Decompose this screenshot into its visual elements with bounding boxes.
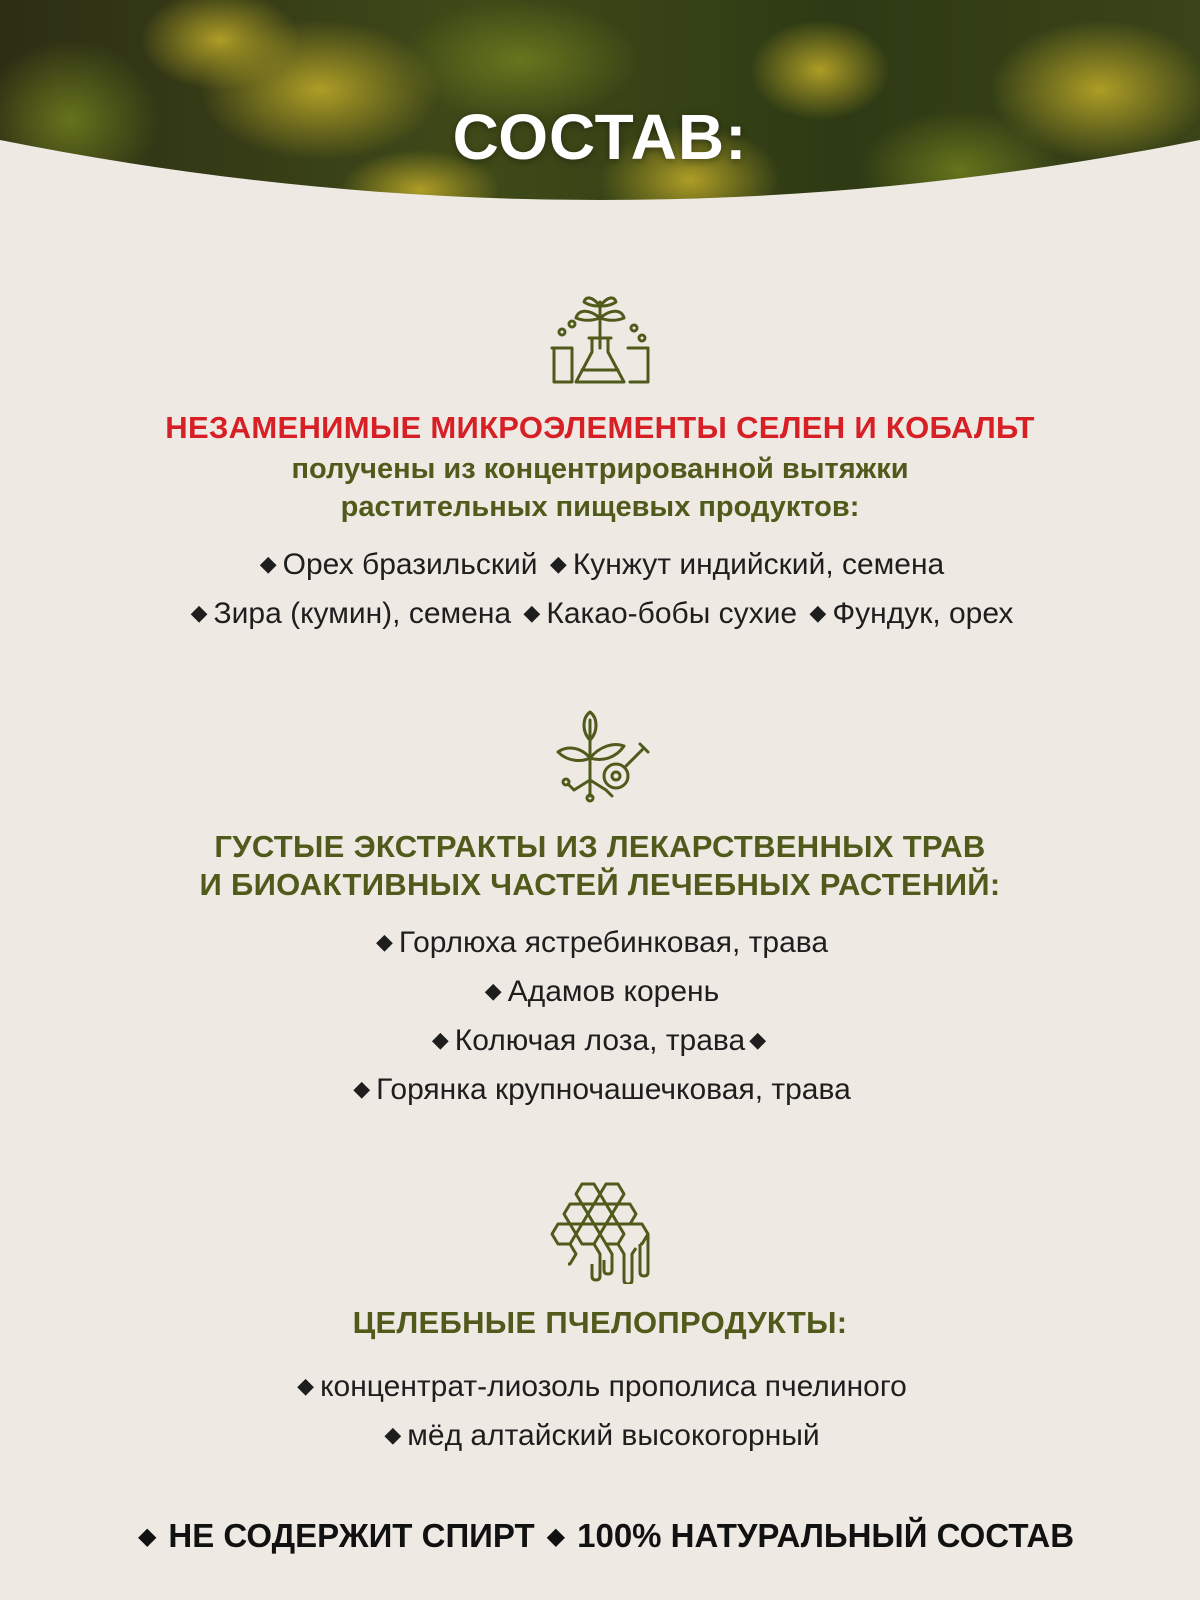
bullet-diamond-icon: ◆ — [523, 600, 541, 625]
list-item: ◆ Колючая лоза, трава ◆ — [0, 1016, 1200, 1065]
list-item: ◆ Горлюха ястребинковая, трава — [0, 918, 1200, 967]
list-item: Кунжут индийский, семена — [572, 548, 945, 581]
page-title: СОСТАВ: — [452, 101, 748, 173]
section3-list — [0, 1362, 1200, 1460]
bullet-diamond-icon: ◆ — [546, 1523, 566, 1550]
list-item: Фундук, орех — [832, 597, 1014, 630]
section-microelements — [0, 288, 1200, 638]
bullet-diamond-icon: ◆ — [749, 1027, 767, 1052]
section3-heading: ЦЕЛЕБНЫЕ ПЧЕЛОПРОДУКТЫ: — [352, 1305, 848, 1340]
bullet-diamond-icon: ◆ — [353, 1076, 371, 1101]
section2-list — [0, 918, 1200, 1114]
bullet-diamond-icon: ◆ — [431, 1027, 449, 1052]
section2-heading-line2: И БИОАКТИВНЫХ ЧАСТЕЙ ЛЕЧЕБНЫХ РАСТЕНИЙ: — [199, 867, 1001, 902]
bullet-diamond-icon: ◆ — [384, 1422, 402, 1447]
bullet-diamond-icon: ◆ — [190, 600, 208, 625]
honeycomb-icon — [550, 1180, 650, 1284]
section1-subheading-line2: растительных пищевых продуктов: — [340, 491, 860, 523]
section1-subheading-line1: получены из концентрированной вытяжки — [291, 453, 909, 485]
bullet-diamond-icon: ◆ — [259, 551, 277, 576]
hero-banner — [0, 0, 1200, 235]
list-item: ◆ Адамов корень — [0, 967, 1200, 1016]
bullet-diamond-icon: ◆ — [137, 1523, 157, 1550]
claim-no-alcohol: НЕ СОДЕРЖИТ СПИРТ — [168, 1517, 535, 1554]
claim-natural: 100% НАТУРАЛЬНЫЙ СОСТАВ — [577, 1517, 1075, 1554]
bullet-diamond-icon: ◆ — [484, 978, 502, 1003]
bullet-diamond-icon: ◆ — [549, 551, 567, 576]
footer-claims — [0, 1517, 1200, 1555]
lab-plant-flask-icon — [548, 288, 652, 392]
list-item: Орех бразильский — [282, 548, 538, 581]
section2-heading-line1: ГУСТЫЕ ЭКСТРАКТЫ ИЗ ЛЕКАРСТВЕННЫХ ТРАВ — [214, 829, 986, 864]
sprout-magnifier-icon — [550, 710, 650, 806]
section-bee-products — [0, 1180, 1200, 1460]
bullet-diamond-icon: ◆ — [375, 929, 393, 954]
list-item: Какао-бобы сухие — [546, 597, 798, 630]
list-item: ◆ мёд алтайский высокогорный — [0, 1411, 1200, 1460]
list-item: Зира (кумин), семена — [213, 597, 512, 630]
list-item: ◆ Горянка крупночашечковая, трава — [0, 1065, 1200, 1114]
section1-list-row — [0, 589, 1200, 638]
list-item: ◆ концентрат-лиозоль прополиса пчелиного — [0, 1362, 1200, 1411]
bullet-diamond-icon: ◆ — [809, 600, 827, 625]
bullet-diamond-icon: ◆ — [297, 1373, 315, 1398]
section1-list-row — [0, 540, 1200, 589]
section1-heading: НЕЗАМЕНИМЫЕ МИКРОЭЛЕМЕНТЫ СЕЛЕН И КОБАЛЬТ — [165, 410, 1035, 445]
section1-list — [0, 540, 1200, 638]
section-herbal-extracts — [0, 710, 1200, 1114]
